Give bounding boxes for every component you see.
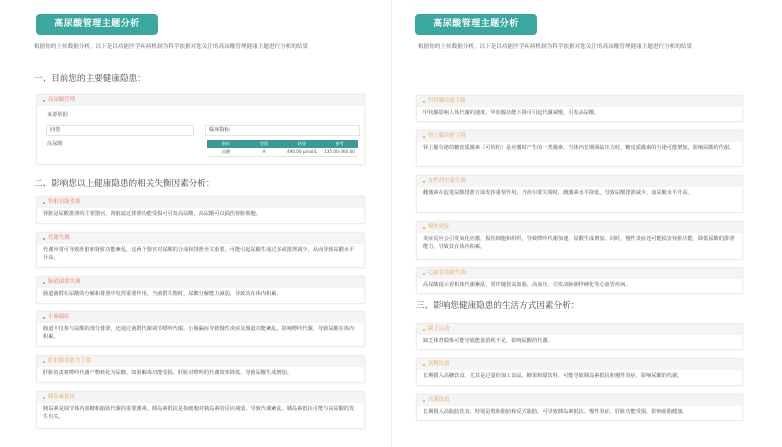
bullet-icon [43, 238, 45, 240]
factor-card [36, 391, 365, 429]
factor-text: 肾脏是尿酸排泄的主要器官，肾脏滤过排泄功能受损可引发高尿酸，高尿酸可以损伤肾脏细胞。 [43, 211, 261, 217]
factor-card [36, 276, 365, 304]
factor-text: 肠道菌群在尿酸的分解和排泄中发挥重要作用。当菌群失衡时，尿酸分解能力减弱，导致其在体内积累。 [43, 291, 282, 297]
factor-text: 雌激素在促进尿酸排泄方面发挥重要作用。当荷尔蒙失调时，雌激素水平降低，导致尿酸排泄减少，血尿酸水平升高。 [423, 190, 693, 196]
lifestyle-text: 缺乏体育锻炼可能导致能量消耗不足，影响尿酸的代谢。 [423, 338, 553, 344]
lifestyle-text: 长期摄入高糖饮食，尤其是过量的加工食品、糖果和甜饮料，可能导致胰岛素抵抗和慢性炎症，影响尿酸的代谢。 [423, 373, 683, 379]
factor-title: 慢性炎症 [428, 223, 450, 230]
clinical-label-cell: 临床指标 [205, 125, 360, 136]
lifestyle-card [416, 323, 743, 350]
factor-text: 高尿酸提示着机体代谢紊乱，常伴随着高血脂、高血压，引发动脉粥样硬化等心血管疾病。 [423, 282, 631, 288]
factor-text: 肾上腺分泌的糖皮质激素（可的松）是应激时产生的一类激素，当体内长期面临压力时，糖皮质激素的分泌可能增加，影响尿酸的代谢。 [423, 145, 735, 151]
factor-text: 代谢异常可导致肝脏和肾脏功能紊乱，这两个器官对尿酸的合成和排泄至关重要。可能引起尿酸生成过多或排泄减少，从而导致尿酸水平升高。 [43, 247, 355, 262]
factor-text: 甲状腺影响人体代谢的速度，甲状腺功能下降可引起代谢减慢，引发高尿酸。 [423, 110, 600, 116]
section-heading-1: 一、目前您的主要健康隐患： [34, 74, 146, 84]
lifestyle-title: 缺乏运动 [428, 325, 450, 332]
bullet-icon [43, 100, 45, 102]
page-title: 高尿酸管理主题分析 [36, 14, 158, 35]
col-header: 指标 [221, 140, 231, 146]
factor-text: 炎症反应会引发氧化应激，损伤细胞和组织，导致嘌呤代谢加速，尿酸生成增加。同时，慢性炎症还可能损害肾脏功能，降低尿酸的排泄能力，导致其在体内积累。 [423, 236, 735, 251]
page-title: 高尿酸管理主题分析 [415, 14, 537, 35]
bullet-icon [423, 364, 425, 366]
factor-title: 女性荷尔蒙失调 [428, 177, 466, 184]
table-cell: 490.00 μmol/L [286, 149, 318, 155]
intro-text: 根据你的上传数据分析，以下是以功能医学疾病机制为科学依据对您关注的高尿酸管理健康主题进行分析的结果 [34, 44, 309, 50]
factor-title: 小肠漏症 [48, 313, 70, 320]
col-header: 参考 [335, 140, 344, 146]
factor-title: 胰岛素抵抗 [48, 393, 75, 400]
bullet-icon [423, 329, 425, 331]
col-header: 等级 [259, 140, 269, 146]
factor-card [36, 196, 365, 224]
source-label: 来源依据 [47, 112, 68, 118]
factor-card [416, 221, 743, 260]
table-cell: 尿酸 [221, 149, 231, 155]
factor-card [36, 311, 365, 347]
bullet-icon [43, 202, 45, 204]
factor-text: 肝脏负责将嘌呤代谢产物转化为尿酸。如果解毒功能受损，肝脏对嘌呤的代谢效率降低，导致尿酸生成增加。 [43, 370, 293, 376]
lifestyle-card [416, 358, 743, 386]
bullet-icon [423, 273, 425, 275]
hazard-card [36, 94, 365, 165]
lifestyle-text: 长期摄入高脂肪饮食，特别是饱和脂肪和反式脂肪，可导致胰岛素抵抗、慢性炎症、肝脏功能受损，影响血脂健康。 [423, 409, 688, 415]
factor-title: 甲状腺功能下降 [428, 97, 466, 104]
factor-card [416, 130, 743, 167]
factor-card [36, 232, 365, 268]
bullet-icon [423, 400, 425, 402]
lifestyle-title: 高糖饮食 [428, 360, 450, 367]
factor-card [416, 175, 743, 213]
hazard-card-header: 高尿酸管理 [37, 95, 364, 106]
clinical-table-header [207, 140, 358, 148]
table-cell: H [262, 149, 266, 155]
lifestyle-card [416, 394, 743, 421]
factor-text: 肠道不仅参与尿酸的部分排泄，还通过菌群代谢调节嘌呤代谢。小肠漏症导致慢性炎症及肠道功能紊乱，影响嘌呤代谢，导致尿酸在体内积累。 [43, 326, 355, 341]
factor-card [36, 355, 365, 383]
bullet-icon [423, 101, 425, 103]
bullet-icon [43, 282, 45, 284]
factor-title: 心血管功能失调 [428, 269, 466, 276]
factor-title: 肾脏功能受损 [48, 198, 81, 205]
right-page [391, 0, 782, 447]
table-row [207, 149, 358, 157]
col-header: 结果 [297, 140, 307, 146]
questionnaire-label-cell: 问卷 [46, 125, 194, 136]
bullet-icon [43, 317, 45, 319]
questionnaire-value: 高尿酸 [47, 141, 63, 147]
table-cell: 135.00-360.00 [324, 149, 355, 155]
section-heading-3: 三、影响您健康隐患的生活方式因素分析： [416, 301, 580, 311]
factor-text: 胰岛素是调节体内血糖和脂肪代谢的重要激素。胰岛素抵抗是指细胞对胰岛素的反应减弱，导致代谢紊乱。胰岛素抵抗可能与高尿酸的发生有关。 [43, 406, 355, 421]
intro-text: 根据你的上传数据分析，以下是以功能医学疾病机制为科学依据对您关注的高尿酸管理健康主题进行分析的结果 [418, 44, 693, 50]
bullet-icon [423, 136, 425, 138]
section-heading-2: 二、影响您以上健康隐患的相关失衡因素分析： [34, 179, 215, 189]
bullet-icon [423, 181, 425, 183]
factor-title: 肾上腺功能下降 [428, 132, 466, 139]
factor-card [416, 267, 743, 294]
factor-title: 肠道菌群失调 [48, 278, 81, 285]
factor-card [416, 95, 743, 122]
bullet-icon [423, 227, 425, 229]
bullet-icon [43, 397, 45, 399]
bullet-icon [43, 361, 45, 363]
factor-title: 代谢失调 [48, 234, 70, 241]
factor-title: 肝脏解毒能力下降 [48, 357, 92, 364]
lifestyle-title: 高脂饮食 [428, 396, 450, 403]
